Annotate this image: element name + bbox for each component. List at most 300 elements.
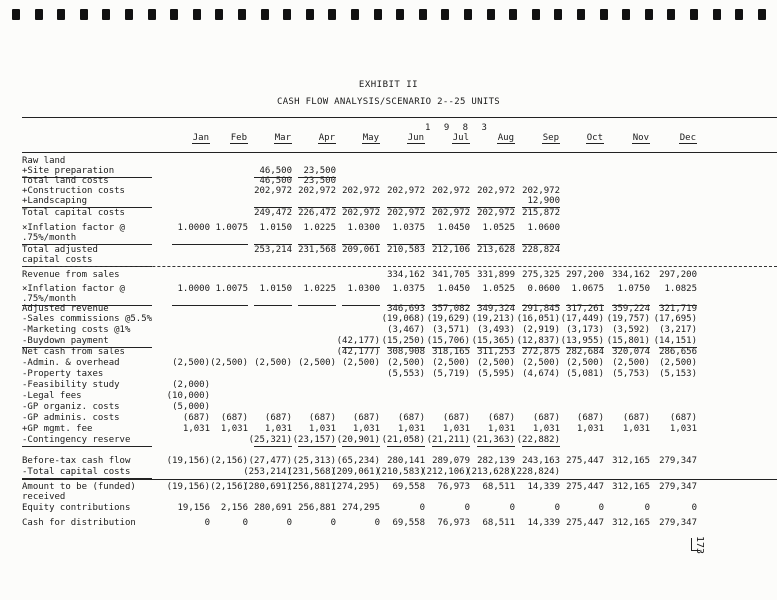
row-label: ×Inflation factor @	[22, 284, 125, 294]
table-cell: 202,972	[477, 186, 515, 196]
table-cell: 68,511	[482, 482, 515, 492]
label-underline	[22, 177, 152, 178]
binder-hole	[419, 9, 427, 20]
value-underline	[387, 207, 425, 208]
table-cell: 312,165	[612, 482, 650, 492]
table-cell: (231,568)	[287, 467, 336, 477]
table-cell: (210,583)	[376, 467, 425, 477]
table-cell: 202,972	[298, 186, 336, 196]
table-cell: 1,031	[308, 424, 336, 434]
row-label: -Property taxes	[22, 369, 104, 379]
value-underline	[298, 244, 336, 245]
table-cell: 253,214	[254, 245, 292, 255]
value-underline	[432, 207, 470, 208]
table-cell: (5,000)	[172, 402, 210, 412]
table-cell: 275,325	[522, 270, 560, 280]
table-cell: (213,628)	[466, 467, 515, 477]
row-label: Before-tax cash flow	[22, 456, 131, 466]
table-cell: (2,500)	[210, 358, 248, 368]
month-header-label: Jun	[407, 133, 424, 143]
month-header	[560, 133, 604, 143]
table-cell: (687)	[622, 413, 650, 423]
binder-hole	[758, 9, 766, 20]
table-cell: 0.0600	[527, 284, 560, 294]
table-cell: (22,882)	[516, 435, 560, 445]
table-cell: 1.0375	[392, 284, 425, 294]
table-cell: 1.0600	[527, 223, 560, 233]
value-underline	[522, 207, 560, 208]
row-label: Total capital costs	[22, 208, 125, 218]
table-cell: (2,500)	[432, 358, 470, 368]
binder-hole	[374, 9, 382, 20]
month-header-label: Nov	[632, 133, 649, 143]
section-divider	[22, 266, 777, 267]
table-cell: (5,553)	[387, 369, 425, 379]
value-underline	[342, 347, 380, 348]
table-cell: 280,691	[254, 503, 292, 513]
value-underline	[387, 244, 425, 245]
table-cell: (2,156)	[210, 482, 248, 492]
table-cell: 1.0225	[303, 223, 336, 233]
exhibit-title: EXHIBIT II	[358, 80, 419, 90]
value-underline	[254, 207, 292, 208]
table-cell: (42,177)	[336, 336, 380, 346]
binder-hole	[35, 9, 43, 20]
table-cell: (209,061)	[331, 467, 380, 477]
binder-hole	[622, 9, 630, 20]
value-underline	[477, 244, 515, 245]
page-number: 173	[694, 536, 705, 555]
table-cell: 312,165	[612, 456, 650, 466]
binder-hole	[12, 9, 20, 20]
binder-hole	[351, 9, 359, 20]
table-cell: 212,106	[432, 245, 470, 255]
value-underline	[298, 305, 336, 306]
row-label: Raw land	[22, 156, 66, 166]
table-cell: 69,558	[392, 518, 425, 528]
table-cell: (2,500)	[566, 358, 604, 368]
value-underline	[342, 244, 380, 245]
value-underline	[612, 305, 650, 306]
table-cell: 1.0300	[347, 223, 380, 233]
row-label: received	[22, 492, 66, 502]
table-cell: 12,900	[527, 196, 560, 206]
table-cell: 1,031	[442, 424, 470, 434]
table-cell: (687)	[308, 413, 336, 423]
value-underline	[298, 177, 336, 178]
row-label: Total adjusted	[22, 245, 98, 255]
binder-hole	[487, 9, 495, 20]
value-underline	[298, 446, 336, 447]
binder-hole	[261, 9, 269, 20]
table-cell: (3,592)	[612, 325, 650, 335]
row-label: +Landscaping	[22, 196, 88, 206]
table-cell: (280,691)	[243, 482, 292, 492]
value-underline	[659, 347, 697, 348]
table-cell: (687)	[220, 413, 248, 423]
table-cell: 1.0675	[571, 284, 604, 294]
table-cell: 1.0075	[215, 284, 248, 294]
table-cell: (2,500)	[342, 358, 380, 368]
table-cell: (25,313)	[292, 456, 336, 466]
table-cell: (14,151)	[653, 336, 697, 346]
table-cell: 1,031	[576, 424, 604, 434]
table-cell: (10,000)	[166, 391, 210, 401]
row-label: -Total capital costs	[22, 467, 131, 477]
table-cell: (23,157)	[292, 435, 336, 445]
month-header-label: Apr	[318, 133, 335, 143]
table-cell: 1.0450	[437, 223, 470, 233]
table-cell: (2,919)	[522, 325, 560, 335]
table-cell: 279,347	[659, 456, 697, 466]
binder-hole	[125, 9, 133, 20]
table-cell: 1,031	[182, 424, 210, 434]
table-cell: (3,217)	[659, 325, 697, 335]
value-underline	[254, 305, 292, 306]
table-cell: 202,972	[254, 186, 292, 196]
binder-hole	[464, 9, 472, 20]
value-underline	[432, 244, 470, 245]
table-cell: (13,955)	[560, 336, 604, 346]
row-label: Cash for distribution	[22, 518, 136, 528]
table-cell: 2,156	[220, 503, 248, 513]
table-cell: 69,558	[392, 482, 425, 492]
value-underline	[342, 305, 380, 306]
row-label: Revenue from sales	[22, 270, 120, 280]
amount-rule	[22, 479, 777, 480]
table-cell: (5,081)	[566, 369, 604, 379]
value-underline	[254, 244, 292, 245]
table-cell: 349,324	[477, 304, 515, 314]
table-cell: (19,629)	[426, 314, 470, 324]
table-cell: (3,467)	[387, 325, 425, 335]
binder-hole	[238, 9, 246, 20]
table-cell: 275,447	[566, 518, 604, 528]
table-cell: (12,837)	[516, 336, 560, 346]
month-header-label: Sep	[542, 133, 559, 143]
table-cell: 331,899	[477, 270, 515, 280]
table-cell: 341,705	[432, 270, 470, 280]
table-cell: (687)	[397, 413, 425, 423]
table-cell: 272,875	[522, 347, 560, 357]
value-underline	[298, 207, 336, 208]
table-cell: (687)	[182, 413, 210, 423]
table-cell: 1.0150	[259, 223, 292, 233]
table-cell: (687)	[487, 413, 515, 423]
month-header	[248, 133, 292, 143]
binder-hole	[215, 9, 223, 20]
table-cell: 334,162	[387, 270, 425, 280]
table-cell: 321,719	[659, 304, 697, 314]
table-cell: 228,824	[522, 245, 560, 255]
value-underline	[172, 305, 210, 306]
month-header	[336, 133, 380, 143]
table-cell: (274,295)	[331, 482, 380, 492]
table-cell: (15,801)	[606, 336, 650, 346]
binder-hole	[148, 9, 156, 20]
row-label: +GP mgmt. fee	[22, 424, 93, 434]
row-label: -Admin. & overhead	[22, 358, 120, 368]
table-cell: 286,656	[659, 347, 697, 357]
binder-hole	[283, 9, 291, 20]
top-rule	[22, 117, 777, 118]
table-cell: 359,224	[612, 304, 650, 314]
table-cell: 202,972	[342, 186, 380, 196]
table-cell: 289,079	[432, 456, 470, 466]
binder-hole	[735, 9, 743, 20]
value-underline	[432, 347, 470, 348]
table-cell: (19,156)	[166, 482, 210, 492]
table-cell: (2,000)	[172, 380, 210, 390]
table-cell: 243,163	[522, 456, 560, 466]
month-header-label: Oct	[586, 133, 603, 143]
table-cell: (2,500)	[522, 358, 560, 368]
table-cell: (25,321)	[248, 435, 292, 445]
exhibit-subtitle: CASH FLOW ANALYSIS/SCENARIO 2--25 UNITS	[276, 97, 501, 107]
table-cell: (17,449)	[560, 314, 604, 324]
row-label: capital costs	[22, 255, 93, 265]
table-cell: 1,031	[264, 424, 292, 434]
table-cell: (687)	[669, 413, 697, 423]
month-header-label: Aug	[497, 133, 514, 143]
table-cell: (5,753)	[612, 369, 650, 379]
table-cell: (5,719)	[432, 369, 470, 379]
table-cell: (3,173)	[566, 325, 604, 335]
table-cell: 23,500	[303, 176, 336, 186]
table-cell: 1.0375	[392, 223, 425, 233]
table-cell: 226,472	[298, 208, 336, 218]
binder-hole	[554, 9, 562, 20]
table-cell: 213,628	[477, 245, 515, 255]
table-cell: 1.0450	[437, 284, 470, 294]
table-cell: (2,500)	[387, 358, 425, 368]
value-underline	[432, 446, 470, 447]
table-cell: (687)	[264, 413, 292, 423]
table-cell: 202,972	[387, 186, 425, 196]
table-cell: 1.0300	[347, 284, 380, 294]
table-cell: 23,500	[303, 166, 336, 176]
row-label: .75%/month	[22, 294, 77, 304]
table-cell: 357,082	[432, 304, 470, 314]
row-label: -Sales commissions @5.5%	[22, 314, 153, 324]
table-cell: (2,156)	[210, 456, 248, 466]
label-underline	[22, 347, 152, 348]
table-cell: 0	[464, 503, 470, 513]
table-cell: 0	[509, 503, 515, 513]
table-cell: (5,153)	[659, 369, 697, 379]
table-cell: 308,908	[387, 347, 425, 357]
table-cell: (5,595)	[477, 369, 515, 379]
binder-hole	[193, 9, 201, 20]
month-header-label: May	[362, 133, 379, 143]
table-cell: 279,347	[659, 518, 697, 528]
table-cell: 274,295	[342, 503, 380, 513]
value-underline	[254, 446, 292, 447]
row-label: Adjusted revenue	[22, 304, 109, 314]
value-underline	[432, 305, 470, 306]
month-header	[426, 133, 470, 143]
value-underline	[477, 446, 515, 447]
table-cell: (19,213)	[471, 314, 515, 324]
table-cell: 0	[330, 518, 336, 528]
table-cell: 202,972	[342, 208, 380, 218]
table-cell: (15,365)	[471, 336, 515, 346]
table-cell: 76,973	[437, 482, 470, 492]
month-header	[471, 133, 515, 143]
row-label: Net cash from sales	[22, 347, 125, 357]
table-cell: 1.0525	[482, 284, 515, 294]
table-cell: (256,881)	[287, 482, 336, 492]
table-cell: (15,250)	[381, 336, 425, 346]
month-header-label: Feb	[230, 133, 247, 143]
row-label: -Legal fees	[22, 391, 82, 401]
month-header	[516, 133, 560, 143]
table-cell: 1,031	[352, 424, 380, 434]
value-underline	[612, 347, 650, 348]
table-cell: 76,973	[437, 518, 470, 528]
table-cell: (27,477)	[248, 456, 292, 466]
table-cell: 275,447	[566, 482, 604, 492]
value-underline	[566, 347, 604, 348]
value-underline	[210, 305, 248, 306]
table-cell: 1.0000	[177, 284, 210, 294]
value-underline	[172, 244, 210, 245]
value-underline	[254, 177, 292, 178]
month-header-label: Mar	[274, 133, 291, 143]
table-cell: 0	[286, 518, 292, 528]
table-cell: 320,074	[612, 347, 650, 357]
month-header-label: Jul	[452, 133, 469, 143]
table-cell: (4,674)	[522, 369, 560, 379]
row-label: -Marketing costs @1%	[22, 325, 131, 335]
table-cell: 297,200	[566, 270, 604, 280]
table-cell: 1.0150	[259, 284, 292, 294]
table-cell: 202,972	[522, 186, 560, 196]
table-cell: 19,156	[177, 503, 210, 513]
row-label: Total land costs	[22, 176, 109, 186]
table-cell: 68,511	[482, 518, 515, 528]
value-underline	[477, 207, 515, 208]
table-cell: 297,200	[659, 270, 697, 280]
table-cell: (3,493)	[477, 325, 515, 335]
table-cell: 202,972	[432, 186, 470, 196]
table-cell: (21,058)	[381, 435, 425, 445]
value-underline	[522, 244, 560, 245]
binder-hole	[532, 9, 540, 20]
value-underline	[477, 305, 515, 306]
table-cell: (19,757)	[606, 314, 650, 324]
table-cell: 1.0525	[482, 223, 515, 233]
table-cell: 1.0225	[303, 284, 336, 294]
row-label: +Site preparation	[22, 166, 115, 176]
table-cell: 1,031	[669, 424, 697, 434]
table-cell: 202,972	[387, 208, 425, 218]
table-cell: 0	[242, 518, 248, 528]
table-cell: 279,347	[659, 482, 697, 492]
table-cell: (16,051)	[516, 314, 560, 324]
table-cell: 1.0000	[177, 223, 210, 233]
table-cell: 282,139	[477, 456, 515, 466]
table-cell: 202,972	[477, 208, 515, 218]
month-header	[606, 133, 650, 143]
binder-hole	[645, 9, 653, 20]
table-cell: (42,177)	[336, 347, 380, 357]
binder-hole	[667, 9, 675, 20]
row-label: -Contingency reserve	[22, 435, 131, 445]
table-cell: 0	[204, 518, 210, 528]
table-cell: 249,472	[254, 208, 292, 218]
table-cell: (2,500)	[477, 358, 515, 368]
table-cell: (21,211)	[426, 435, 470, 445]
binder-hole	[441, 9, 449, 20]
value-underline	[387, 347, 425, 348]
value-underline	[387, 446, 425, 447]
table-cell: (17,695)	[653, 314, 697, 324]
table-cell: 46,500	[259, 166, 292, 176]
value-underline	[659, 305, 697, 306]
table-cell: (19,156)	[166, 456, 210, 466]
table-cell: 1,031	[220, 424, 248, 434]
table-cell: 1.0750	[617, 284, 650, 294]
table-cell: 346,693	[387, 304, 425, 314]
table-cell: 210,583	[387, 245, 425, 255]
binder-hole	[600, 9, 608, 20]
table-cell: (65,234)	[336, 456, 380, 466]
table-cell: 1.0825	[664, 284, 697, 294]
value-underline	[342, 207, 380, 208]
table-cell: 0	[644, 503, 650, 513]
table-cell: 0	[419, 503, 425, 513]
binder-hole	[509, 9, 517, 20]
value-underline	[210, 244, 248, 245]
month-header-label: Dec	[679, 133, 696, 143]
table-cell: 14,339	[527, 482, 560, 492]
table-cell: (212,106)	[421, 467, 470, 477]
table-cell: 14,339	[527, 518, 560, 528]
row-label: Amount to be (funded)	[22, 482, 136, 492]
table-cell: (2,500)	[612, 358, 650, 368]
table-cell: (19,068)	[381, 314, 425, 324]
table-cell: (253,214)	[243, 467, 292, 477]
binder-hole	[690, 9, 698, 20]
row-label: ×Inflation factor @	[22, 223, 125, 233]
label-underline	[22, 446, 152, 447]
table-cell: (20,901)	[336, 435, 380, 445]
table-cell: 1,031	[532, 424, 560, 434]
table-cell: 46,500	[259, 176, 292, 186]
row-label: -GP organiz. costs	[22, 402, 120, 412]
table-cell: 1,031	[487, 424, 515, 434]
binder-hole	[57, 9, 65, 20]
table-cell: 280,141	[387, 456, 425, 466]
month-header	[204, 133, 248, 143]
table-cell: 0	[691, 503, 697, 513]
table-cell: 282,684	[566, 347, 604, 357]
month-header	[653, 133, 697, 143]
label-underline	[22, 244, 152, 245]
table-cell: 231,568	[298, 245, 336, 255]
value-underline	[387, 305, 425, 306]
table-cell: (2,500)	[298, 358, 336, 368]
row-label: -Feasibility study	[22, 380, 120, 390]
table-cell: (2,500)	[172, 358, 210, 368]
table-cell: 317,261	[566, 304, 604, 314]
table-cell: (687)	[352, 413, 380, 423]
row-label: -GP adminis. costs	[22, 413, 120, 423]
binder-hole	[170, 9, 178, 20]
table-cell: 209,061	[342, 245, 380, 255]
value-underline	[342, 446, 380, 447]
